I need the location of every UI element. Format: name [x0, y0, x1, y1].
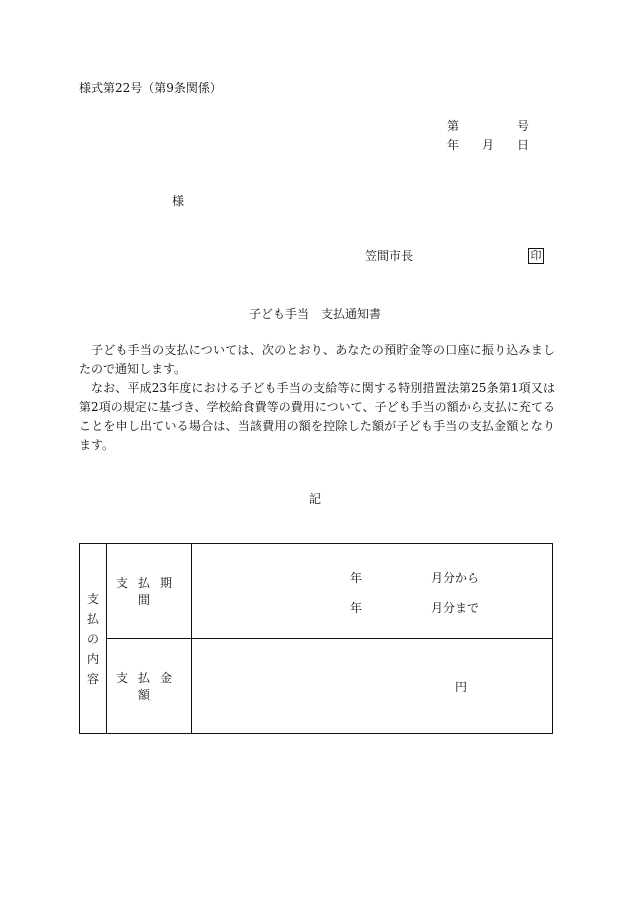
payment-details-table [79, 543, 553, 734]
payment-contents-label [80, 544, 107, 734]
document-title: 子ども手当 支払通知書 [248, 307, 381, 321]
seal-mark: 印 [528, 248, 544, 264]
payment-amount-label: 支払金額 [107, 639, 192, 734]
period-to-month: 月分まで [431, 601, 480, 615]
body-text [79, 341, 555, 455]
date-day: 日 [517, 138, 530, 152]
amount-unit: 円 [455, 680, 468, 694]
period-from-month: 月分から [431, 571, 480, 585]
period-to-year: 年 [350, 601, 363, 615]
payment-period-label: 支払期間 [107, 544, 192, 639]
issuer-name: 笠間市長 [365, 249, 414, 263]
paragraph-notice: 子ども手当の支払については、次のとおり、あなたの預貯金等の口座に振り込みましたので通知します。 [79, 343, 555, 376]
period-from-year: 年 [350, 571, 363, 585]
date-month: 月 [482, 138, 495, 152]
form-number: 様式第22号（第9条関係） [79, 81, 222, 95]
group-char: 支 [86, 591, 99, 606]
ki-heading: 記 [308, 492, 321, 506]
payment-amount-cell [192, 639, 553, 734]
number-prefix: 第 [447, 119, 460, 133]
number-suffix: 号 [517, 119, 530, 133]
group-char: の [86, 631, 99, 646]
payment-period-cell [192, 544, 553, 639]
group-char: 内 [86, 651, 99, 666]
group-char: 払 [86, 611, 99, 626]
paragraph-deduction: なお、平成23年度における子ども手当の支給等に関する特別措置法第25条第1項又は第2項の規定に基づき、学校給食費等の費用について、子ども手当の額から支払に充てることを申し出ている場合は、当該費用の額を控除した額が子ども手当の支払金額となります。 [79, 381, 555, 452]
addressee-honorific: 様 [172, 194, 185, 208]
date-year: 年 [447, 138, 460, 152]
group-char: 容 [86, 671, 99, 686]
